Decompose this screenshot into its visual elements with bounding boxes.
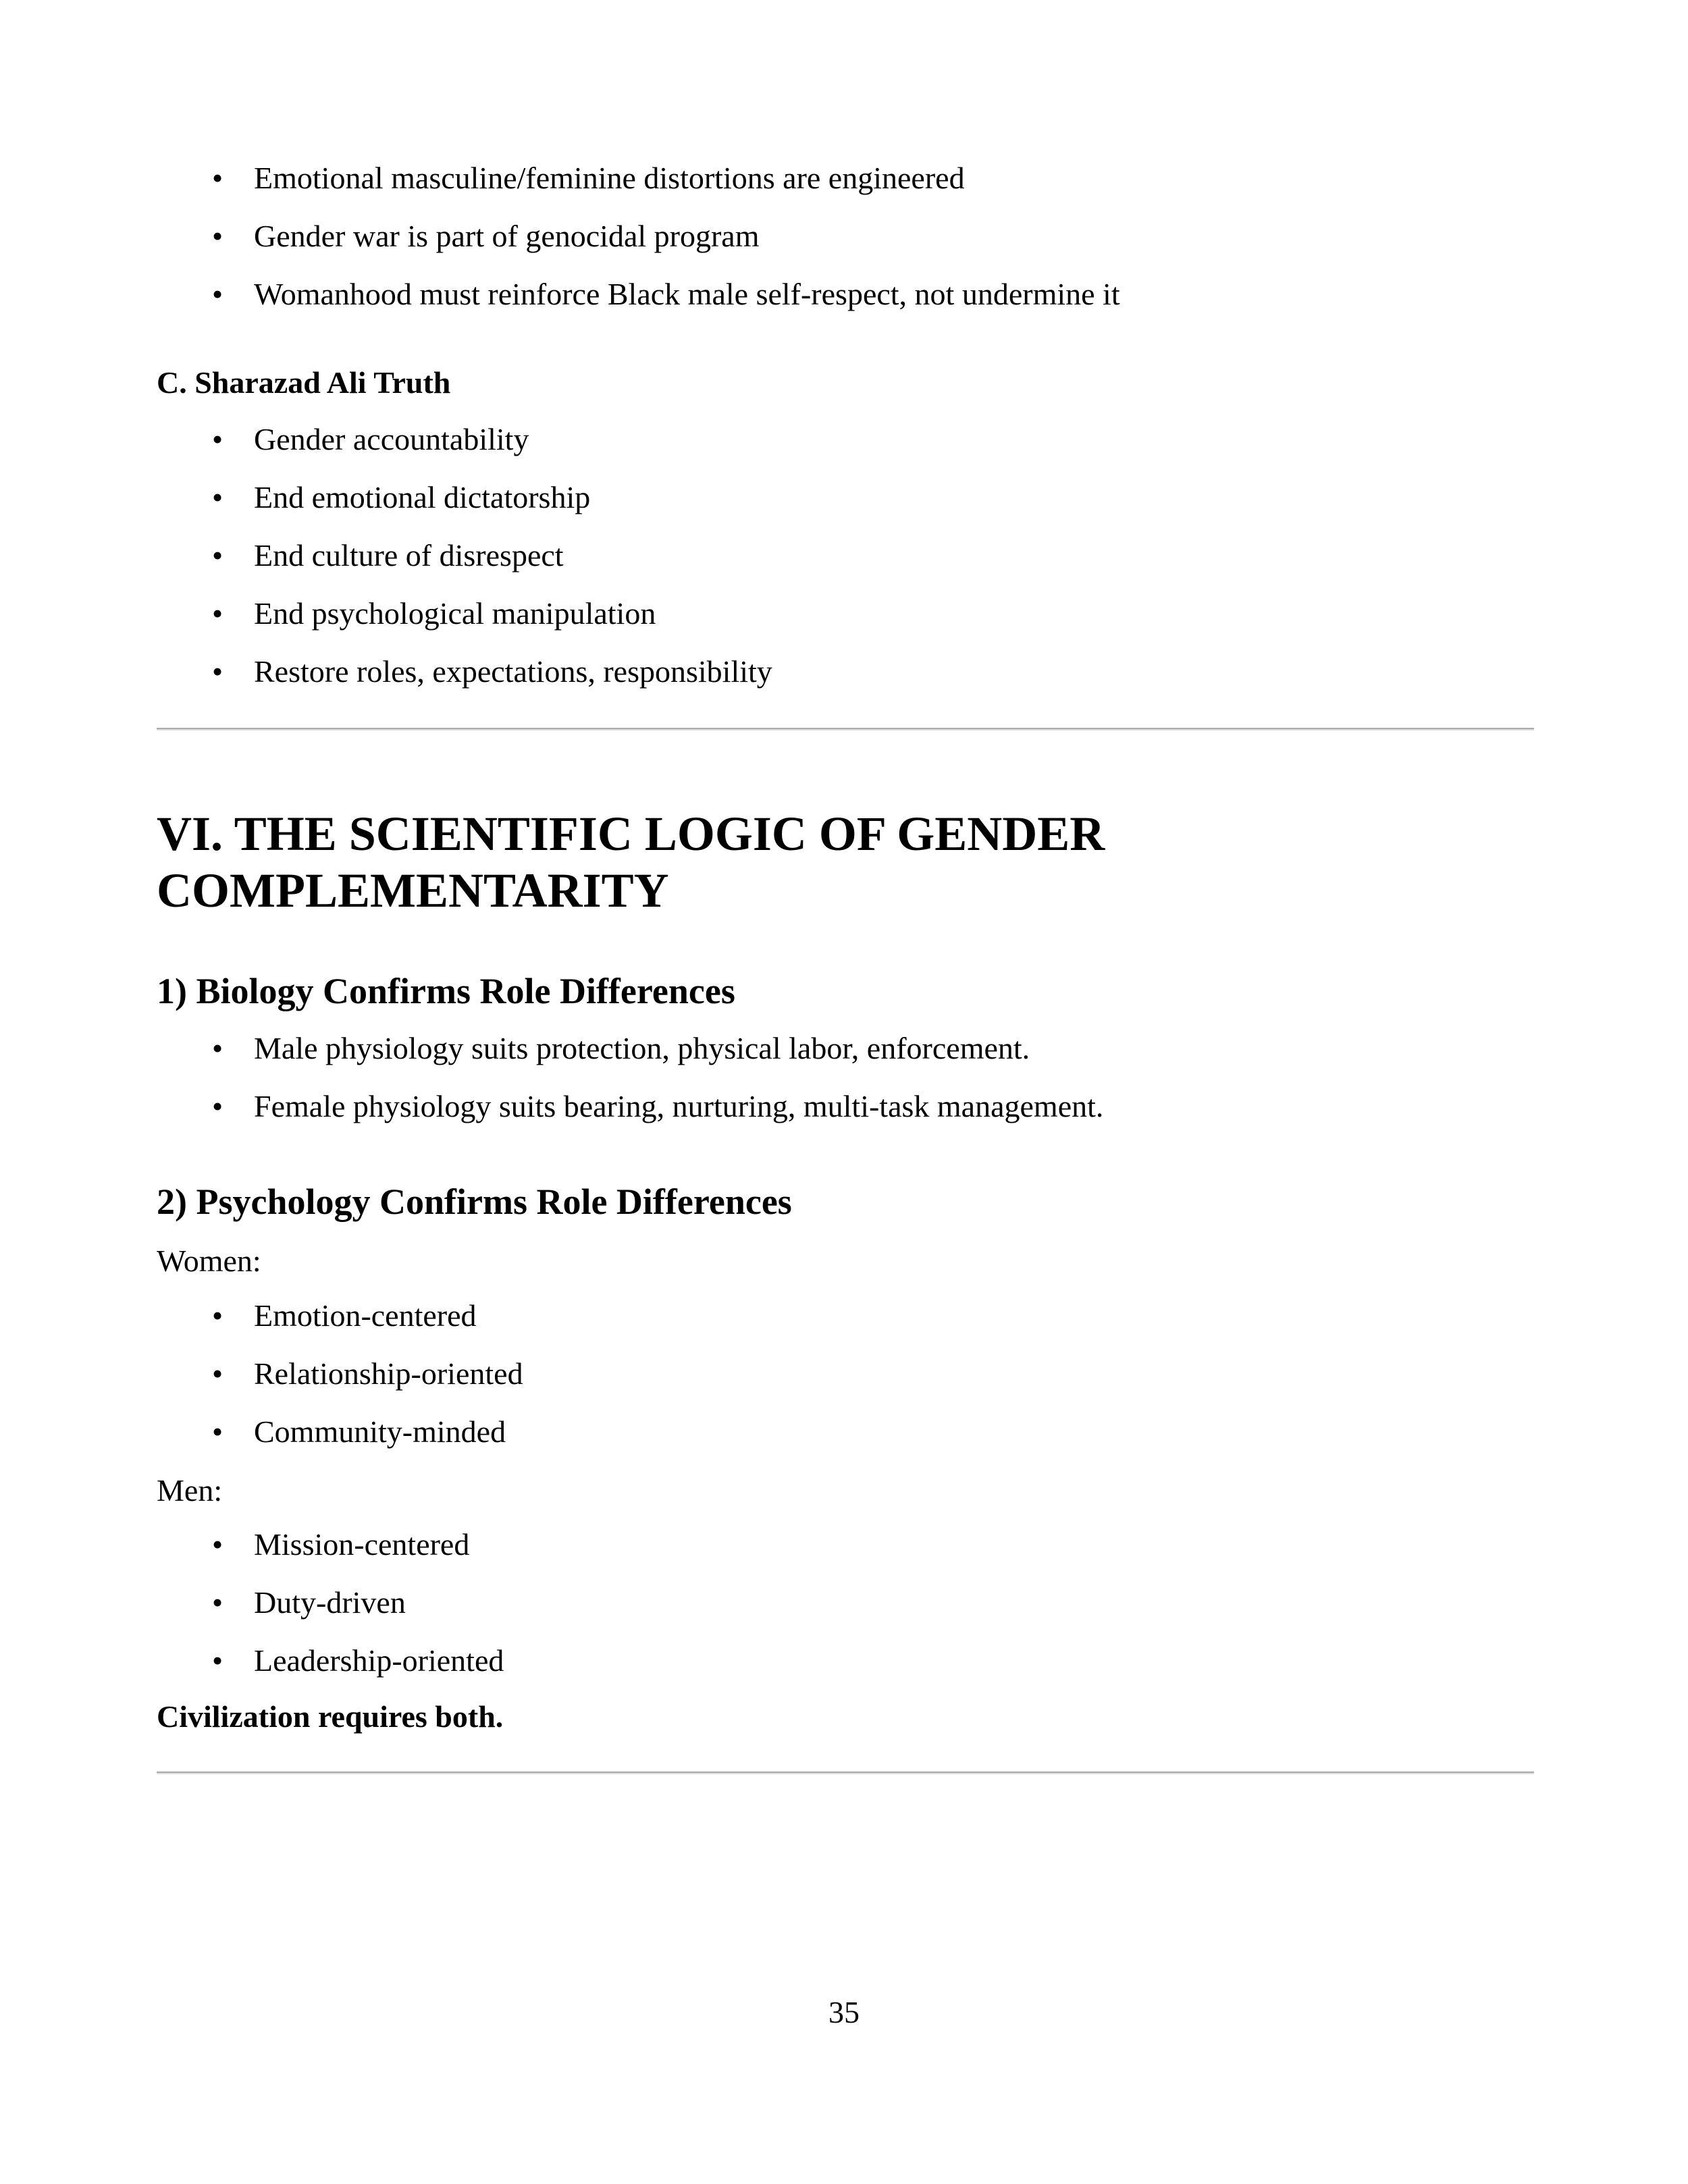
section-c-heading: C. Sharazad Ali Truth xyxy=(157,365,451,400)
bullet-icon: • xyxy=(212,422,223,456)
list-item: • Emotion-centered xyxy=(157,1287,1534,1345)
page-number: 35 xyxy=(828,1995,860,2029)
conclusion-text: Civilization requires both. xyxy=(157,1699,504,1734)
bullet-icon: • xyxy=(212,654,223,689)
chapter-title-line-2: COMPLEMENTARITY xyxy=(157,863,669,917)
section-divider xyxy=(157,728,1534,730)
bullet-icon: • xyxy=(212,1298,223,1333)
list-item: • Gender accountability xyxy=(157,410,1534,469)
list-item: • Leadership-oriented xyxy=(157,1632,1534,1690)
section-divider xyxy=(157,1772,1534,1774)
list-item: • Duty-driven xyxy=(157,1574,1534,1632)
intro-bullet-list xyxy=(157,149,1534,323)
list-item: • Mission-centered xyxy=(157,1516,1534,1574)
chapter-title-line-1: VI. THE SCIENTIFIC LOGIC OF GENDER xyxy=(157,807,1105,861)
bullet-icon: • xyxy=(212,538,223,572)
women-label: Women: xyxy=(157,1244,261,1278)
men-bullet-list xyxy=(157,1516,1534,1690)
bullet-icon: • xyxy=(212,1356,223,1391)
bullet-icon: • xyxy=(212,1643,223,1678)
bullet-icon: • xyxy=(212,1031,223,1065)
women-bullet-list xyxy=(157,1287,1534,1461)
biology-heading: 1) Biology Confirms Role Differences xyxy=(157,971,735,1011)
list-item: • Male physiology suits protection, physical labor, enforcement. xyxy=(157,1019,1534,1077)
bullet-icon: • xyxy=(212,1089,223,1123)
men-label: Men: xyxy=(157,1473,223,1508)
list-item: • Gender war is part of genocidal program xyxy=(157,207,1534,265)
list-item: • End emotional dictatorship xyxy=(157,469,1534,527)
bullet-icon: • xyxy=(212,480,223,514)
section-c-bullet-list xyxy=(157,410,1534,701)
bullet-icon: • xyxy=(212,596,223,631)
bullet-icon: • xyxy=(212,1585,223,1620)
chapter-title xyxy=(157,805,1534,919)
list-item: • Female physiology suits bearing, nurturing, multi-task management. xyxy=(157,1077,1534,1136)
list-item: • Restore roles, expectations, responsibility xyxy=(157,643,1534,701)
list-item: • Community-minded xyxy=(157,1403,1534,1461)
list-item: • End psychological manipulation xyxy=(157,585,1534,643)
list-item: • Womanhood must reinforce Black male self-respect, not undermine it xyxy=(157,265,1534,323)
psychology-heading: 2) Psychology Confirms Role Differences xyxy=(157,1181,792,1222)
list-item: • Emotional masculine/feminine distortions are engineered xyxy=(157,149,1534,207)
bullet-icon: • xyxy=(212,219,223,253)
bullet-icon: • xyxy=(212,161,223,195)
list-item: • End culture of disrespect xyxy=(157,527,1534,585)
biology-bullet-list xyxy=(157,1019,1534,1136)
bullet-icon: • xyxy=(212,1414,223,1449)
bullet-icon: • xyxy=(212,277,223,311)
bullet-icon: • xyxy=(212,1527,223,1562)
list-item: • Relationship-oriented xyxy=(157,1345,1534,1403)
